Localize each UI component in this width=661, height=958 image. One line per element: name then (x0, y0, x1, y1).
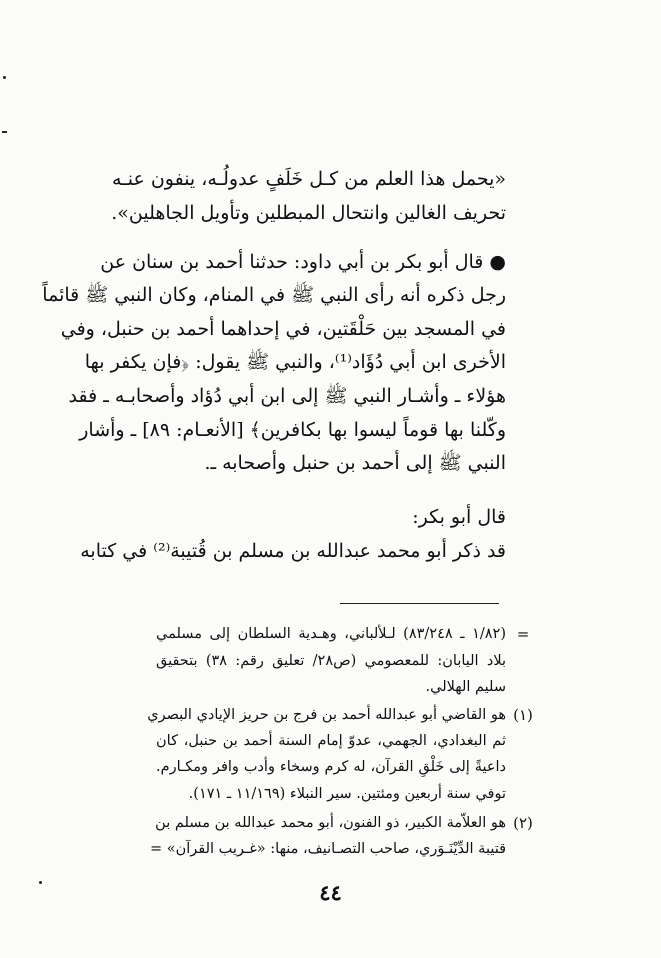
footnote-separator (340, 603, 499, 604)
footnote-line: هو القاضي أبو عبدالله أحمد بن فرج بن حريز الإيادي البصري (147, 707, 506, 723)
margin-dash-mark (2, 131, 7, 133)
body-line: النبي ﷺ إلى أحمد بن حنبل وأصحابه ـ. (204, 452, 506, 474)
footnote-marker: (٢) (513, 814, 533, 832)
body-line: تحريف الغالين وانتحال المبطلين وتأويل الجاهلين». (111, 202, 506, 224)
footnote-line: قتيبة الدِّيْنَـوَري، صاحب التصـانيف، منها: «غـريب القرآن» = (149, 841, 506, 857)
page-number: ٤٤ (319, 880, 342, 905)
body-line: وكّلنا بها قوماً ليسوا بها بكافرين﴾ [الأنعـام: ٨٩] ـ وأشار (79, 419, 506, 441)
footnote-line: داعيةً إلى خَلْقِ القرآن، له كرم وسخاء وأدب وافر ومكـارم. (156, 759, 506, 775)
body-line: قد ذكر أبو محمد عبدالله بن مسلم بن قُتيبة⁽²⁾ في كتابه (80, 540, 506, 562)
footnote-marker: (١) (513, 706, 533, 724)
footnote-line: بلاد اليابان: للمعصومي (ص٢٨/ تعليق رقم: ٣٨) بتحقيق (156, 653, 507, 669)
body-line: ● قال أبو بكر بن أبي داود: حدثنا أحمد بن سنان عن (100, 251, 506, 273)
footnote-line: توفي سنة أربعين ومئتين. سير النبلاء (١١/١٦٩ ـ ١٧١). (188, 786, 506, 802)
footnote-marker: = (516, 625, 530, 643)
footnote-line: هو العلاّمة الكبير، ذو الفنون، أبو محمد عبدالله بن مسلم بن (155, 815, 506, 831)
margin-dot-mark (3, 76, 6, 79)
body-line: هؤلاء ـ وأشـار النبي ﷺ إلى ابن أبي دُؤاد وأصحابـه ـ فقد (68, 385, 506, 407)
body-line: في المسجد بين حَلْقَتين، في إحداهما أحمد بن حنبل، وفي (60, 318, 506, 340)
footnote-line: سليم الهلالي. (425, 679, 506, 695)
body-line: الأخرى ابن أبي دُؤَاد⁽¹⁾، والنبي ﷺ يقول: ﴿فإن يكفر بها (84, 351, 506, 373)
footnote-line: ثم البغدادي، الجهمي، عدوّ إمام السنة أحمد بن حنبل، كان (156, 733, 506, 749)
footnote-line: (١/٨٢ ـ ٨٣/٢٤٨) لـلألباني، وهـدية السلطان إلى مسلمي (156, 626, 506, 642)
body-line: قال أبو بكر: (412, 506, 506, 528)
body-line: «يحمل هذا العلم من كـل خَلَفٍ عدولُـه، ينفون عنـه (111, 168, 506, 190)
body-line: رجل ذكره أنه رأى النبي ﷺ في المنام، وكان النبي ﷺ قائماً (42, 284, 506, 306)
